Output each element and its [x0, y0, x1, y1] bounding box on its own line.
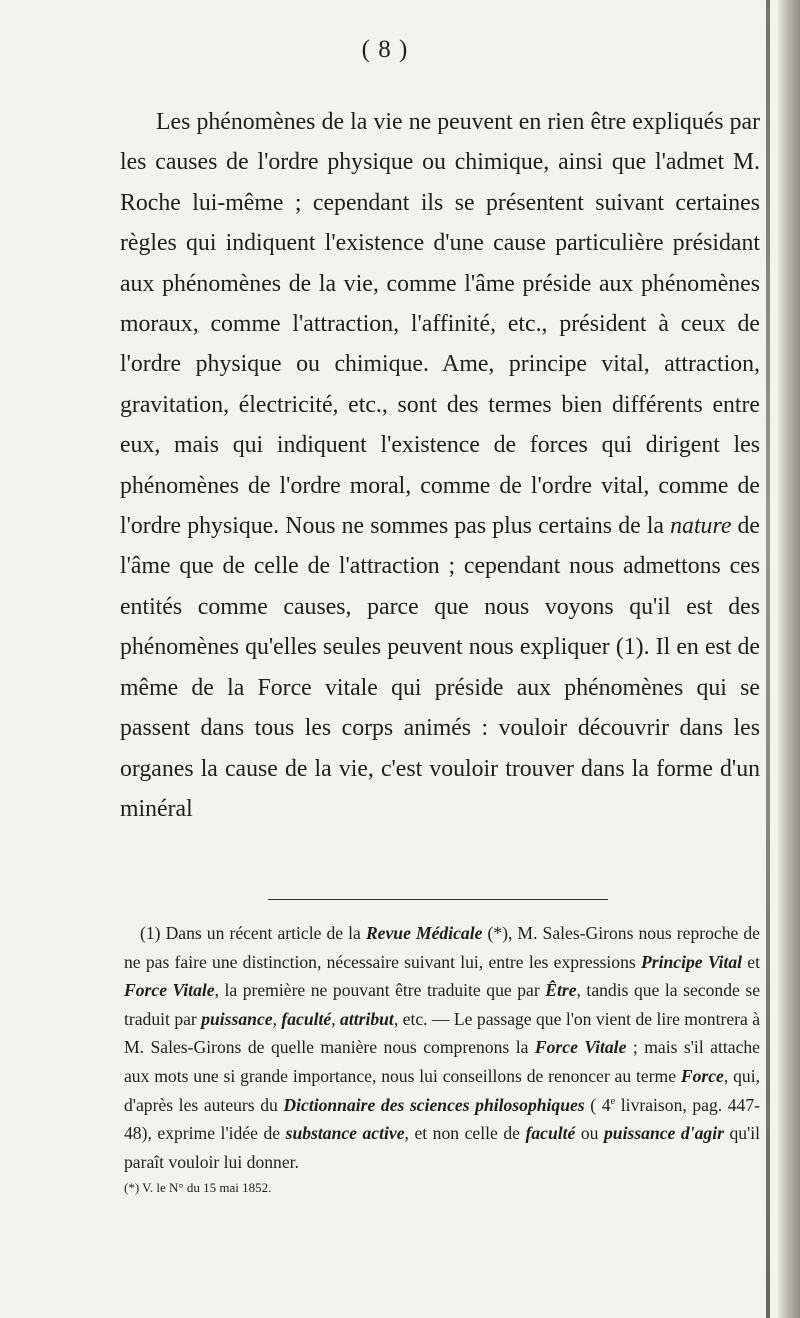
fn-emphasis: Force	[680, 1065, 724, 1086]
page-edge-shadow	[766, 0, 770, 1318]
fn-text: livraison, pag. 447-48), exprime l'idée de	[124, 1094, 761, 1144]
fn-text: ,	[272, 1008, 282, 1029]
fn-emphasis: faculté	[281, 1008, 332, 1029]
fn-emphasis: puissance	[604, 1123, 676, 1144]
footnotes	[124, 919, 760, 1198]
fn-text: (*), M. Sales-Girons nous reproche de ne pas faire une distinction, nécessaire suivant lui, entre les expressions	[124, 923, 760, 972]
fn-text: ,	[331, 1008, 341, 1029]
emphasis-nature: nature	[670, 513, 732, 540]
fn-emphasis: puissance	[201, 1008, 273, 1029]
fn-emphasis: Être	[545, 980, 577, 1001]
fn-emphasis: Principe Vital	[641, 951, 743, 972]
fn-emphasis: Force Vitale	[124, 980, 215, 1001]
fn-emphasis: Force Vitale	[534, 1037, 627, 1058]
fn-text: qu'il paraît vouloir lui donner.	[124, 1123, 761, 1172]
fn-emphasis: Revue Médicale	[365, 923, 483, 943]
fn-emphasis: Dictionnaire des sciences philosophiques	[283, 1094, 585, 1115]
footnote-1	[124, 919, 760, 1176]
fn-text: , et non celle de	[404, 1123, 526, 1144]
fn-text: , etc. — Le passage que l'on vient de lire montrera à M. Sales-Girons de quelle manière nous comprenons la	[124, 1008, 761, 1058]
fn-text: , tandis que la seconde se traduit par	[124, 980, 760, 1029]
paragraph-text-b: de l'âme que de celle de l'attraction ; cependant nous admettons ces entités comme causes, parce que nous voyons qu'il est des phénomènes qu'elles seules peuvent nous expliquer (1). Il en est de même de la Force vitale qui préside aux phénomènes qui se passent dans tous les corps animés : vouloir découvrir dans les organes la cause de la vie, c'est vouloir trouver dans la forme d'un minéral	[120, 513, 760, 822]
fn-text: ; mais s'il attache aux mots une si grande importance, nous lui conseillons de renoncer au terme	[124, 1037, 760, 1086]
fn-superscript: e	[610, 1095, 616, 1107]
fn-emphasis: faculté	[525, 1123, 576, 1144]
fn-text: ou	[575, 1123, 604, 1144]
page-edge	[778, 0, 800, 1318]
footnote-separator	[268, 899, 608, 900]
paragraph	[120, 102, 760, 829]
fn-text: et	[742, 951, 760, 972]
paragraph-text-a: Les phénomènes de la vie ne peuvent en rien être expliqués par les causes de l'ordre physique ou chimique, ainsi que l'admet M. Roche lui-même ; cependant ils se présentent suivant certaines règles qui indiquent l'existence d'une cause particulière présidant aux phénomènes de la vie, comme l'âme préside aux phénomènes moraux, comme l'attraction, l'affinité, etc., président à ceux de l'ordre physique ou chimique. Ame, principe vital, attraction, gravitation, électricité, etc., sont des termes bien différents entre eux, mais qui indiquent l'existence de forces qui dirigent les phénomènes de l'ordre moral, comme de l'ordre vital, comme de l'ordre physique. Nous ne sommes pas plus certains de la	[120, 109, 760, 540]
page-number: ( 8 )	[361, 36, 409, 63]
body-text	[120, 102, 760, 829]
fn-text: (1) Dans un récent article de la	[140, 923, 366, 943]
fn-text: , la première ne pouvant être traduite que par	[214, 980, 546, 1001]
sub-footnote: (*) V. le N° du 15 mai 1852.	[124, 1180, 272, 1196]
fn-text: , qui, d'après les auteurs du	[124, 1065, 760, 1115]
fn-text: ( 4	[584, 1094, 611, 1115]
fn-emphasis: d'agir	[680, 1123, 724, 1144]
fn-emphasis: attribut	[340, 1008, 394, 1029]
fn-emphasis: substance active	[285, 1123, 405, 1144]
